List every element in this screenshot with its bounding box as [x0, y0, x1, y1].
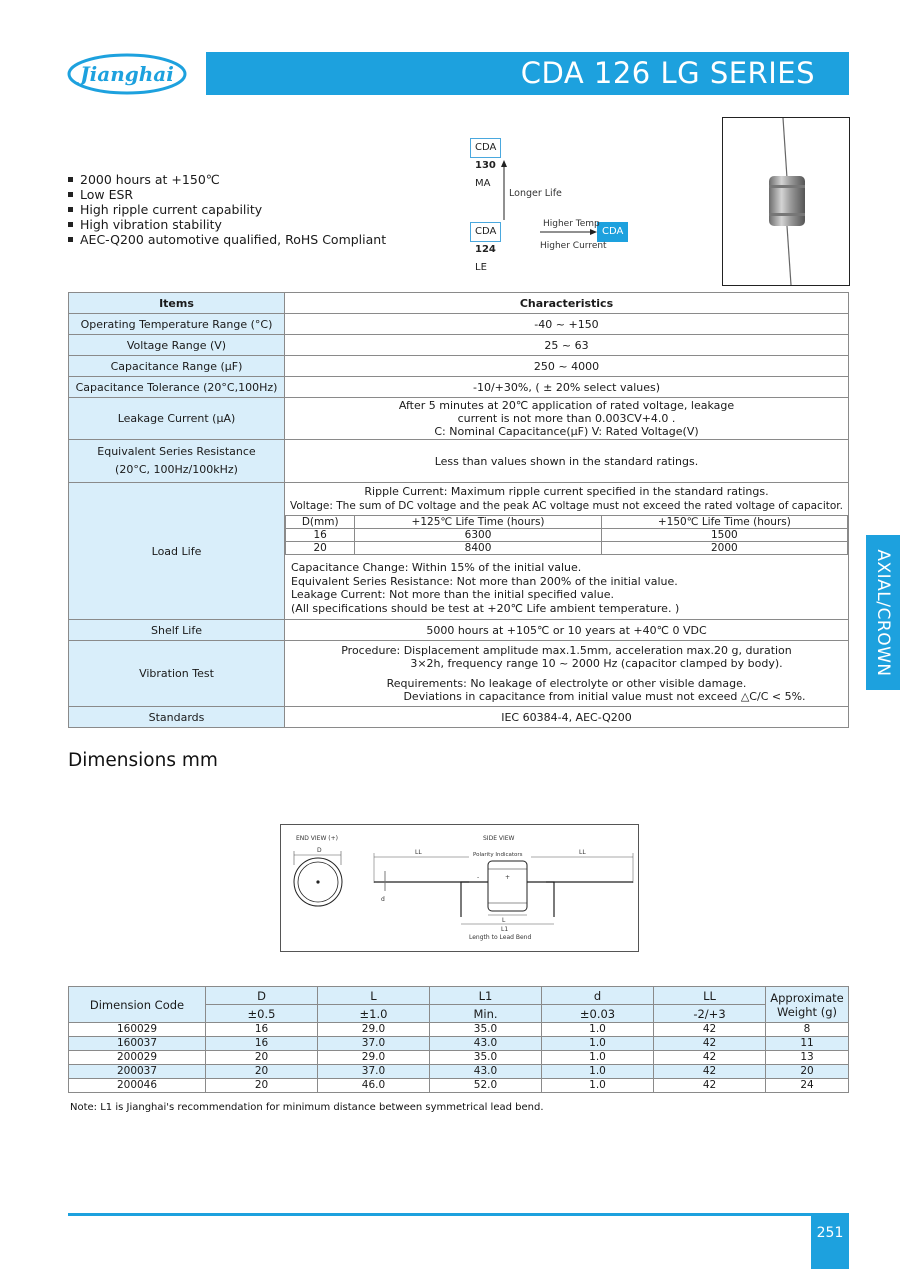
load-life-notes — [285, 561, 848, 615]
drawing-ll-left-label: LL — [415, 849, 422, 856]
dim-cell: 42 — [654, 1051, 766, 1065]
spec-value-voltage: 25 ~ 63 — [285, 335, 849, 356]
logo-text: Jianghai — [80, 62, 174, 86]
label-higher-temp: Higher Temp — [543, 219, 600, 229]
dim-head-weight-line: Approximate — [770, 990, 844, 1005]
spec-head-characteristics: Characteristics — [285, 293, 849, 314]
dim-head-tol: Min. — [430, 1005, 542, 1023]
spec-label-load-life: Load Life — [69, 483, 285, 620]
load-life-cell: 8400 — [355, 542, 601, 555]
dim-cell: 20 — [206, 1051, 318, 1065]
drawing-side-view-label: SIDE VIEW — [483, 835, 515, 842]
spec-label-vibration: Vibration Test — [69, 641, 285, 707]
spec-value-esr: Less than values shown in the standard ratings. — [285, 440, 849, 483]
dimension-note: Note: L1 is Jianghai's recommendation for minimum distance between symmetrical lead bend. — [70, 1102, 544, 1113]
dim-cell: 1.0 — [542, 1037, 654, 1051]
spec-head-items: Items — [69, 293, 285, 314]
dimension-drawing — [280, 824, 639, 952]
dim-cell: 42 — [654, 1079, 766, 1093]
dim-cell: 24 — [766, 1079, 849, 1093]
spec-label-esr — [69, 440, 285, 483]
series-prefix: CDA — [475, 142, 497, 153]
dim-cell: 43.0 — [430, 1037, 542, 1051]
dim-head-tol: ±0.5 — [206, 1005, 318, 1023]
vibration-line: Requirements: No leakage of electrolyte or other visible damage. — [386, 676, 747, 690]
load-life-head: D(mm) — [286, 516, 355, 529]
feature-item: Low ESR — [67, 187, 386, 202]
dim-cell: 1.0 — [542, 1051, 654, 1065]
dim-cell: 42 — [654, 1065, 766, 1079]
esr-label-line: (20°C, 100Hz/100kHz) — [115, 463, 238, 476]
dim-head-col: L1 — [430, 987, 542, 1005]
table-row — [69, 1037, 849, 1051]
dim-head-col: D — [206, 987, 318, 1005]
load-life-head: +150℃ Life Time (hours) — [601, 516, 847, 529]
dim-head-col: LL — [654, 987, 766, 1005]
leakage-line: After 5 minutes at 20℃ application of rated voltage, leakage — [398, 399, 735, 412]
series-prefix: CDA — [602, 226, 624, 237]
drawing-polarity-label: Polarity Indicators — [473, 852, 523, 858]
spec-label-tolerance: Capacitance Tolerance (20°C,100Hz) — [69, 377, 285, 398]
load-life-cell: 2000 — [601, 542, 847, 555]
spec-value-op-temp: -40 ~ +150 — [285, 314, 849, 335]
spec-label-op-temp: Operating Temperature Range (°C) — [69, 314, 285, 335]
title-bar — [206, 52, 849, 95]
load-life-line: Voltage: The sum of DC voltage and the peak AC voltage must not exceed the rated voltage of capacitor. — [290, 500, 843, 512]
load-life-note: Leakage Current: Not more than the initial specified value. — [291, 588, 614, 601]
dim-head-weight-line: Weight (g) — [777, 1004, 837, 1019]
feature-item: High vibration stability — [67, 217, 386, 232]
drawing-end-view-label: END VIEW (+) — [296, 835, 339, 842]
series-number: 124 — [475, 244, 496, 255]
table-row — [69, 1065, 849, 1079]
dim-head-tol: ±1.0 — [318, 1005, 430, 1023]
drawing-ll-right-label: LL — [579, 849, 586, 856]
load-life-note: (All specifications should be test at +20℃ Life ambient temperature. ) — [291, 601, 680, 615]
feature-list — [67, 172, 386, 247]
spec-label-capacitance: Capacitance Range (µF) — [69, 356, 285, 377]
dim-head-col: L — [318, 987, 430, 1005]
dim-cell: 29.0 — [318, 1023, 430, 1037]
dim-head-code: Dimension Code — [69, 987, 206, 1023]
label-longer-life: Longer Life — [509, 188, 562, 199]
series-number: 126 — [602, 244, 623, 255]
vibration-line: Procedure: Displacement amplitude max.1.5mm, acceleration max.20 g, duration — [341, 643, 792, 657]
dim-head-tol: ±0.03 — [542, 1005, 654, 1023]
dim-cell: 42 — [654, 1023, 766, 1037]
dim-cell: 20 — [206, 1079, 318, 1093]
load-life-head: +125℃ Life Time (hours) — [355, 516, 601, 529]
label-higher-current: Higher Current — [540, 241, 607, 251]
dim-cell: 16 — [206, 1023, 318, 1037]
dim-cell: 20 — [766, 1065, 849, 1079]
dim-cell: 160037 — [69, 1037, 206, 1051]
load-life-cell: 1500 — [601, 529, 847, 542]
table-row — [69, 1079, 849, 1093]
dim-cell: 200029 — [69, 1051, 206, 1065]
series-suffix: LE — [475, 262, 487, 273]
dim-cell: 16 — [206, 1037, 318, 1051]
dim-cell: 8 — [766, 1023, 849, 1037]
page-number: 251 — [816, 1225, 844, 1241]
spec-value-leakage — [285, 398, 849, 440]
dim-cell: 200037 — [69, 1065, 206, 1079]
vibration-line: 3×2h, frequency range 10 ~ 2000 Hz (capacitor clamped by body). — [410, 657, 783, 670]
vibration-line: Deviations in capacitance from initial value must not exceed △C/C < 5%. — [403, 690, 806, 703]
page-number-box — [811, 1216, 849, 1269]
table-row — [69, 1051, 849, 1065]
drawing-l1-label: L1 — [501, 926, 509, 933]
category-tab — [866, 535, 900, 690]
dim-cell: 35.0 — [430, 1051, 542, 1065]
series-suffix: MA — [475, 178, 491, 189]
dim-cell: 11 — [766, 1037, 849, 1051]
load-life-note: Capacitance Change: Within 15% of the initial value. — [291, 561, 582, 574]
category-tab-label: AXIAL/CROWN — [873, 548, 893, 677]
load-life-cell: 6300 — [355, 529, 601, 542]
dim-cell: 20 — [206, 1065, 318, 1079]
dimensions-heading: Dimensions mm — [68, 750, 218, 771]
drawing-minus-label: - — [477, 874, 480, 881]
load-life-line: Ripple Current: Maximum ripple current specified in the standard ratings. — [364, 485, 769, 498]
dim-cell: 1.0 — [542, 1079, 654, 1093]
dim-cell: 37.0 — [318, 1065, 430, 1079]
footer-rule — [68, 1213, 849, 1216]
drawing-bend-label: Length to Lead Bend — [469, 934, 532, 941]
drawing-d-label: D — [317, 847, 322, 854]
table-row — [69, 1023, 849, 1037]
spec-value-capacitance: 250 ~ 4000 — [285, 356, 849, 377]
spec-value-shelf: 5000 hours at +105℃ or 10 years at +40℃ 0 VDC — [285, 620, 849, 641]
series-prefix: CDA — [475, 226, 497, 237]
leakage-line: current is not more than 0.003CV+4.0 . — [457, 412, 676, 425]
spec-label-voltage: Voltage Range (V) — [69, 335, 285, 356]
drawing-lead-d-label: d — [381, 896, 385, 903]
dim-head-weight — [766, 987, 849, 1023]
dimension-table — [68, 986, 849, 1093]
dim-cell: 46.0 — [318, 1079, 430, 1093]
dim-cell: 1.0 — [542, 1023, 654, 1037]
feature-item: High ripple current capability — [67, 202, 386, 217]
page-title: CDA 126 LG SERIES — [520, 56, 815, 90]
dim-cell: 200046 — [69, 1079, 206, 1093]
dim-head-tol: -2/+3 — [654, 1005, 766, 1023]
drawing-plus-label: + — [505, 874, 511, 881]
load-life-cell: 16 — [286, 529, 355, 542]
product-photo — [722, 117, 850, 286]
spec-value-vibration — [285, 641, 849, 707]
dim-cell: 43.0 — [430, 1065, 542, 1079]
spec-label-shelf: Shelf Life — [69, 620, 285, 641]
spec-value-standards: IEC 60384-4, AEC-Q200 — [285, 707, 849, 728]
dim-head-col: d — [542, 987, 654, 1005]
spec-label-leakage: Leakage Current (µA) — [69, 398, 285, 440]
spec-label-standards: Standards — [69, 707, 285, 728]
esr-label-line: Equivalent Series Resistance — [97, 445, 256, 458]
dim-cell: 35.0 — [430, 1023, 542, 1037]
drawing-l-label: L — [502, 917, 506, 924]
feature-item: AEC-Q200 automotive qualified, RoHS Compliant — [67, 232, 386, 247]
spec-table — [68, 292, 849, 728]
dim-cell: 13 — [766, 1051, 849, 1065]
feature-item: 2000 hours at +150℃ — [67, 172, 386, 187]
load-life-note: Equivalent Series Resistance: Not more than 200% of the initial value. — [291, 574, 678, 588]
dim-cell: 52.0 — [430, 1079, 542, 1093]
dim-cell: 42 — [654, 1037, 766, 1051]
spec-value-tolerance: -10/+30%, ( ± 20% select values) — [285, 377, 849, 398]
series-number: 130 — [475, 160, 496, 171]
dim-cell: 37.0 — [318, 1037, 430, 1051]
jianghai-logo — [66, 52, 188, 96]
dim-cell: 1.0 — [542, 1065, 654, 1079]
dim-cell: 160029 — [69, 1023, 206, 1037]
load-life-cell: 20 — [286, 542, 355, 555]
leakage-line: C: Nominal Capacitance(µF) V: Rated Voltage(V) — [434, 425, 699, 438]
dim-cell: 29.0 — [318, 1051, 430, 1065]
series-suffix: LG — [602, 262, 616, 273]
load-life-table — [285, 515, 848, 555]
spec-value-load-life — [285, 483, 849, 620]
